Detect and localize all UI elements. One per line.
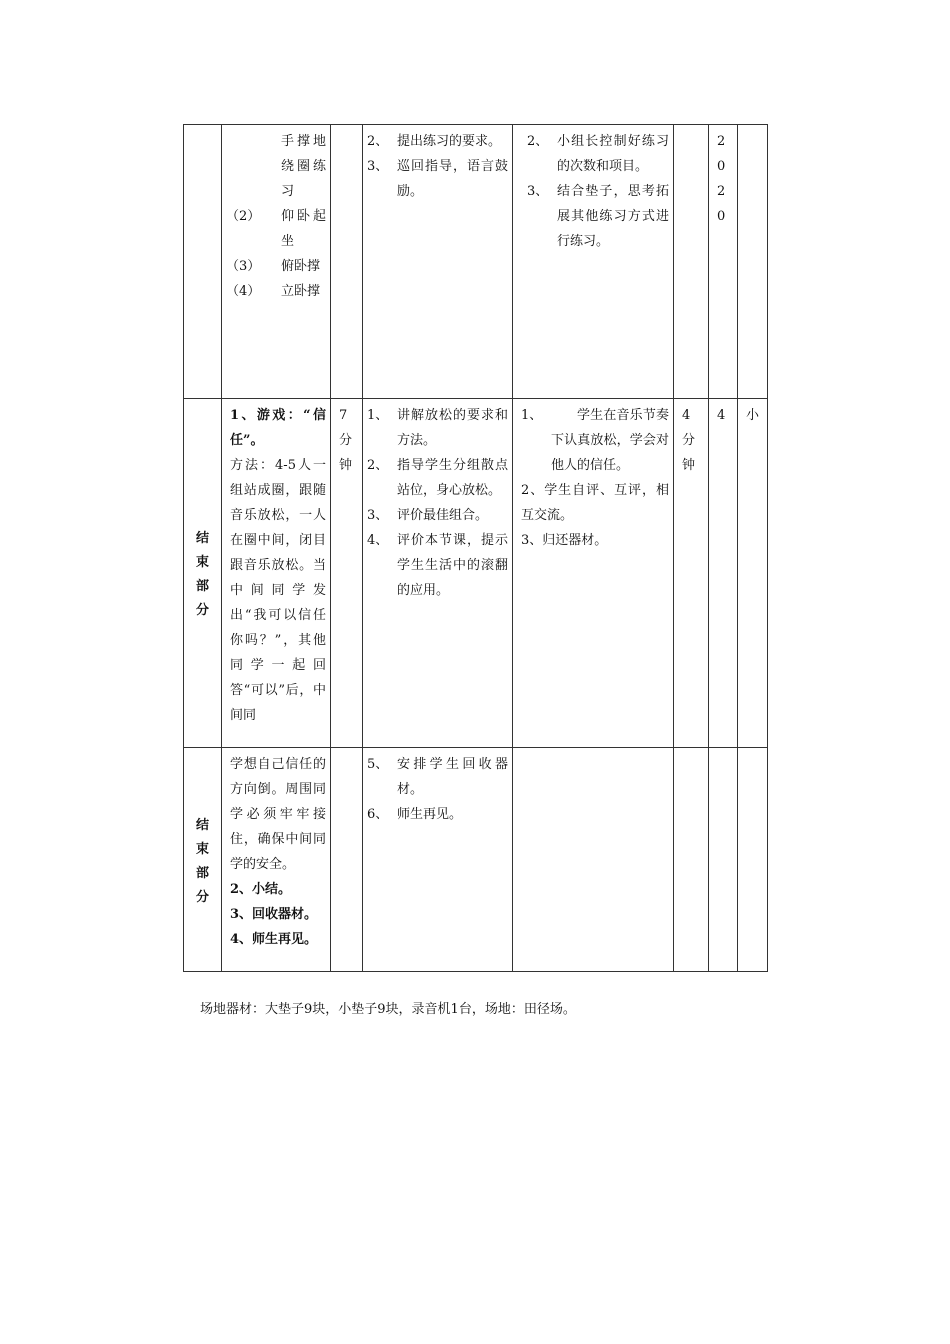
time-cell: 4 分 钟 <box>674 399 709 748</box>
teacher-activity-cell <box>363 399 513 748</box>
list-item: 3、归还器材。 <box>521 533 608 548</box>
equipment-note: 场地器材：大垫子9块，小垫子9块，录音机1台，场地：田径场。 <box>200 1002 576 1017</box>
time-cell <box>331 125 363 399</box>
time-cell <box>331 748 363 972</box>
list-item: 3、 评价最佳组合。 <box>367 508 489 523</box>
intensity-cell <box>738 748 768 972</box>
section-label: 结 束 部 分 <box>184 748 222 972</box>
list-item: 2、 指导学生分组散点站位，身心放松。 <box>367 458 508 498</box>
game-title: 1、游戏：“信任”。 <box>230 408 326 448</box>
list-item: 4、 评价本节课，提示学生生活中的滚翻的应用。 <box>367 533 508 598</box>
list-item: 2、学生自评、互评，相互交流。 <box>521 483 669 523</box>
summary-item: 2、小结。 <box>230 882 292 897</box>
exercise-item: （4） 立卧撑 <box>226 284 321 299</box>
exercise-item: 手撑地绕圈练习 <box>281 134 326 199</box>
game-method: 方法：4-5人一组站成圈，跟随音乐放松，一人在圈中间，闭目跟音乐放松。当中间同学发出“我可以信任你吗？”，其他同学一起回答“可以”后，中间同 <box>230 458 326 723</box>
lesson-plan-table <box>183 124 768 972</box>
list-item: 1、 学生在音乐节奏下认真放松，学会对他人的信任。 <box>521 408 669 473</box>
content-cell <box>222 748 331 972</box>
game-method-continued: 学想自己信任的方向倒。周围同学必须牢牢接住，确保中间同学的安全。 <box>230 757 326 872</box>
time-cell: 7 分 钟 <box>331 399 363 748</box>
count-cell <box>709 748 738 972</box>
student-activity-cell <box>513 125 674 399</box>
time-cell <box>674 125 709 399</box>
section-label: 结 束 部 分 <box>184 399 222 748</box>
list-item: 5、 安排学生回收器材。 <box>367 757 508 797</box>
time-cell <box>674 748 709 972</box>
content-cell <box>222 399 331 748</box>
intensity-cell: 小 <box>738 399 768 748</box>
list-item: 3、 结合垫子，思考拓展其他练习方式进行练习。 <box>527 184 669 249</box>
table-row <box>184 399 768 748</box>
teacher-activity-cell <box>363 748 513 972</box>
list-item: 2、 小组长控制好练习的次数和项目。 <box>527 134 669 174</box>
table-row <box>184 125 768 399</box>
list-item: 3、 巡回指导，语言鼓励。 <box>367 159 508 199</box>
table-row <box>184 748 768 972</box>
student-activity-cell <box>513 399 674 748</box>
student-activity-cell <box>513 748 674 972</box>
section-cell <box>184 125 222 399</box>
summary-item: 3、回收器材。 <box>230 907 318 922</box>
content-cell <box>222 125 331 399</box>
count-cell: 2 0 2 0 <box>709 125 738 399</box>
exercise-item: （3） 俯卧撑 <box>226 259 321 274</box>
count-cell: 4 <box>709 399 738 748</box>
exercise-item: （2） 仰卧起坐 <box>226 209 326 249</box>
intensity-cell <box>738 125 768 399</box>
summary-item: 4、师生再见。 <box>230 932 318 947</box>
list-item: 2、 提出练习的要求。 <box>367 134 502 149</box>
list-item: 1、 讲解放松的要求和方法。 <box>367 408 508 448</box>
teacher-activity-cell <box>363 125 513 399</box>
list-item: 6、 师生再见。 <box>367 807 463 822</box>
